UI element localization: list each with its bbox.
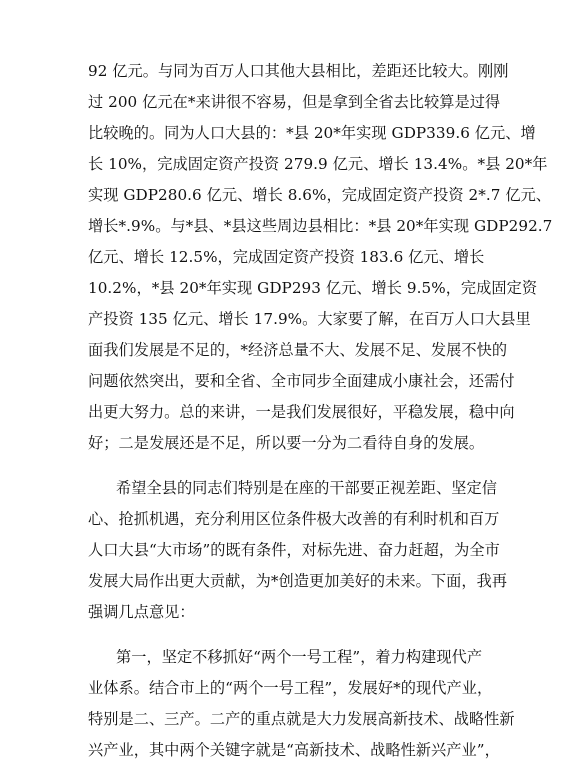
text-line: 增长*.9%。与*县、*县这些周边县相比：*县 20*年实现 GDP292.7 <box>88 217 553 235</box>
text-line-indented: 第一，坚定不移抓好“两个一号工程”，着力构建现代产 <box>116 648 483 666</box>
text-line-indented: 希望全县的同志们特别是在座的干部要正视差距、坚定信 <box>116 479 497 497</box>
text-line: 长 10%，完成固定资产投资 279.9 亿元、增长 13.4%。*县 20*年 <box>88 155 548 173</box>
text-line: 业体系。结合市上的“两个一号工程”，发展好*的现代产业， <box>88 679 493 697</box>
text-line: 过 200 亿元在*来讲很不容易，但是拿到全省去比较算是过得 <box>88 93 501 111</box>
text-line: 发展大局作出更大贡献，为*创造更加美好的未来。下面，我再 <box>88 572 508 590</box>
text-line: 10.2%，*县 20*年实现 GDP293 亿元、增长 9.5%，完成固定资 <box>88 279 538 297</box>
text-line: 好；二是发展还是不足，所以要一分为二看待自身的发展。 <box>88 434 485 452</box>
text-line: 出更大努力。总的来讲，一是我们发展很好，平稳发展，稳中向 <box>88 403 515 421</box>
text-line: 比较晚的。同为人口大县的：*县 20*年实现 GDP339.6 亿元、增 <box>88 124 536 142</box>
text-line: 特别是二、三产。二产的重点就是大力发展高新技术、战略性新 <box>88 710 515 728</box>
text-line: 兴产业，其中两个关键字就是“高新技术、战略性新兴产业”， <box>88 741 500 759</box>
text-line: 心、抢抓机遇，充分利用区位条件极大改善的有利时机和百万 <box>88 510 500 528</box>
text-line: 实现 GDP280.6 亿元、增长 8.6%，完成固定资产投资 2*.7 亿元、 <box>88 186 552 204</box>
text-line: 面我们发展是不足的，*经济总量不大、发展不足、发展不快的 <box>88 341 508 359</box>
text-line: 92 亿元。与同为百万人口其他大县相比，差距还比较大。刚刚 <box>88 62 509 80</box>
text-line: 产投资 135 亿元、增长 17.9%。大家要了解，在百万人口大县里 <box>88 310 531 328</box>
text-line: 人口大县“大市场”的既有条件，对标先进、奋力赶超，为全市 <box>88 541 500 559</box>
text-line: 亿元、增长 12.5%，完成固定资产投资 183.6 亿元、增长 <box>88 248 485 266</box>
text-line: 问题依然突出，要和全省、全市同步全面建成小康社会，还需付 <box>88 372 515 390</box>
text-line: 强调几点意见： <box>88 603 195 621</box>
